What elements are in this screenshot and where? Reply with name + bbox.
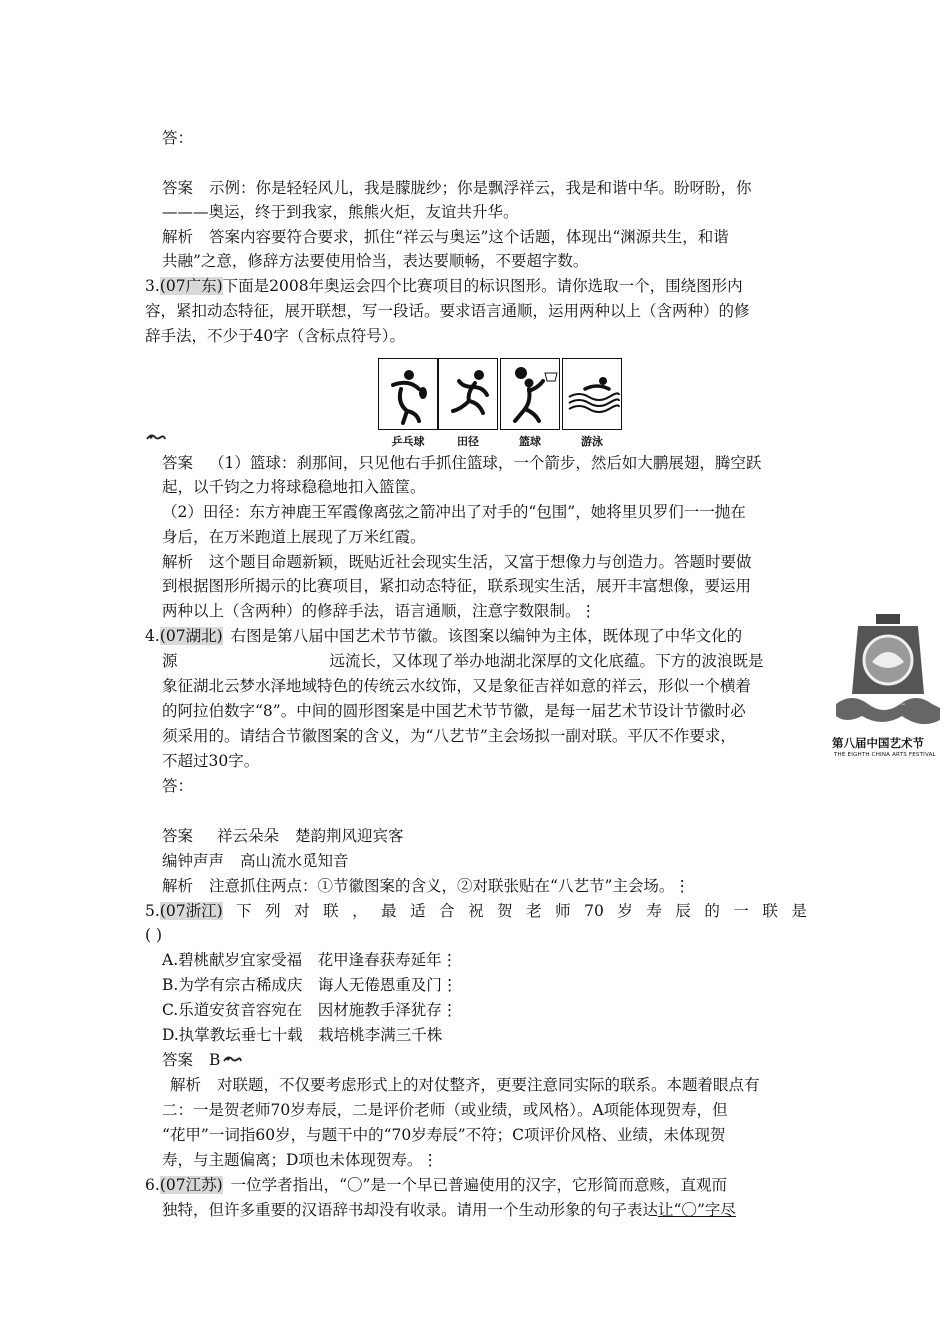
q5-char: 师 — [555, 902, 571, 920]
question-number-text: 5. — [145, 902, 160, 920]
source-tag: (07浙江) — [159, 902, 223, 920]
q5-char: 最 — [381, 902, 397, 920]
analysis-label: 解析 — [170, 1076, 202, 1094]
source-tag: (07广东) — [159, 277, 223, 295]
q5-char: 贺 — [497, 902, 513, 920]
analysis-text: 对联题，不仅要考虑形式上的对仗整齐，更要注意同实际的联系。本题着眼点有 — [217, 1076, 760, 1094]
analysis-line — [162, 551, 752, 573]
arts-festival-emblem — [832, 612, 944, 762]
emblem-caption-cn: 第八届中国艺术节 — [832, 736, 924, 750]
analysis-text-cont: 两种以上（含两种）的修辞手法，语言通顺，注意字数限制。⋮ — [162, 602, 597, 620]
q5-char: 是 — [791, 902, 807, 920]
q5-char: 下 — [236, 902, 252, 920]
question-text-cont — [162, 1199, 736, 1221]
answer-text: 示例：你是轻轻风儿，我是朦胧纱；你是飘浮祥云，我是和谐中华。盼呀盼，你 — [209, 179, 752, 197]
question-4 — [145, 625, 742, 647]
q5-char: 对 — [294, 902, 310, 920]
analysis-text: 这个题目命题新颖，既贴近社会现实生活，又富于想像力与创造力。答题时要做 — [209, 553, 752, 571]
underlined-text: 让“〇”字尽 — [658, 1201, 736, 1219]
answer-parens: ( ) — [145, 926, 163, 944]
answer-line — [162, 825, 404, 847]
question-3 — [145, 275, 743, 297]
athletics-pictogram-icon — [439, 359, 499, 431]
q5-char: 列 — [265, 902, 281, 920]
question-number — [145, 900, 223, 922]
question-text-cont: 须采用的。请结合节徽图案的含义，为“八艺节”主会场拟一副对联。平仄不作要求， — [162, 727, 736, 745]
pictogram-box — [378, 358, 438, 430]
watermark-glyph-icon — [222, 1053, 242, 1065]
couplet-row — [162, 850, 349, 872]
answer-line — [162, 1049, 220, 1071]
question-number: 3. — [145, 277, 160, 295]
question-6 — [145, 1174, 727, 1196]
question-number: 4. — [145, 627, 160, 645]
couplet-line: 编钟声声 — [162, 852, 225, 870]
answer-label: 答案 — [162, 1051, 194, 1069]
answer-text-cont: 起，以千钧之力将球稳稳地扣入篮筐。 — [162, 478, 426, 496]
pictogram-caption: 田径 — [457, 435, 479, 448]
pictogram-caption: 乒乓球 — [391, 435, 425, 448]
answer-line — [162, 452, 761, 474]
analysis-label: 解析 — [162, 553, 194, 571]
swimming-pictogram-icon — [563, 359, 623, 431]
question-text-cont: 容，紧扣动态特征，展开联想，写一段话。要求语言通顺，运用两种以上（含两种）的修 — [145, 302, 750, 320]
analysis-line — [162, 226, 729, 248]
emblem-year: 2007·湖北 — [870, 698, 906, 706]
option-b: B.为学有宗古稀成庆 诲人无倦恩重及门⋮ — [162, 976, 458, 994]
q5-char: 70 — [584, 902, 604, 920]
answer-text-cont: 身后，在万米跑道上展现了万米红霞。 — [162, 528, 426, 546]
q5-char: 祝 — [468, 902, 484, 920]
analysis-line — [162, 875, 690, 897]
watermark-glyph-icon — [145, 431, 167, 443]
olympic-pictograms — [378, 358, 622, 452]
answer-prompt: 答： — [162, 129, 194, 147]
question-text-cont: 辞手法，不少于40字（含标点符号）。 — [145, 327, 405, 345]
answer-text: （1）篮球：刹那间，只见他右手抓住篮球，一个箭步，然后如大鹏展翅，腾空跃 — [209, 454, 762, 472]
pictogram-caption: 篮球 — [519, 435, 541, 448]
bell-emblem-icon — [832, 612, 944, 734]
text-fragment: 源 — [162, 652, 178, 670]
question-text: 一位学者指出，“〇”是一个早已普遍使用的汉字，它形简而意赅，直观而 — [230, 1176, 727, 1194]
analysis-text: 注意抓住两点：①节徽图案的含义，②对联张贴在“八艺节”主会场。⋮ — [209, 877, 690, 895]
answer-line — [162, 177, 752, 199]
analysis-label: 解析 — [162, 228, 194, 246]
question-text: 右图是第八届中国艺术节节徽。该图案以编钟为主体，既体现了中华文化的 — [230, 627, 743, 645]
question-number: 6. — [145, 1176, 160, 1194]
analysis-line — [170, 1074, 760, 1096]
q5-char: 岁 — [617, 902, 633, 920]
question-text-cont: 的阿拉伯数字“8”。中间的圆形图案是中国艺术节节徽，是每一届艺术节设计节徽时必 — [162, 702, 746, 720]
couplet-line: 楚韵荆风迎宾客 — [295, 827, 404, 845]
answer-label: 答案 — [162, 454, 194, 472]
analysis-text-cont: 到根据图形所揭示的比赛项目，紧扣动态特征，联系现实生活，展开丰富想像，要运用 — [162, 577, 752, 595]
q5-char: 一 — [733, 902, 749, 920]
q5-char: 寿 — [646, 902, 662, 920]
answer-label: 答案 — [162, 827, 194, 845]
q5-char: 老 — [526, 902, 542, 920]
q5-char: 联 — [762, 902, 778, 920]
answer-prompt: 答： — [162, 777, 194, 795]
answer-choice: B — [209, 1051, 221, 1069]
couplet-line: 祥云朵朵 — [217, 827, 280, 845]
source-tag: (07湖北) — [159, 627, 223, 645]
question-text-cont — [162, 650, 764, 672]
emblem-caption-en: THE EIGHTH CHINA ARTS FESTIVAL — [834, 752, 936, 758]
analysis-label: 解析 — [162, 877, 194, 895]
analysis-text-cont: 二：一是贺老师70岁寿辰，二是评价老师（或业绩，或风格）。A项能体现贺寿，但 — [162, 1101, 728, 1119]
option-a: A.碧桃献岁宜家受福 花甲逢春获寿延年⋮ — [162, 951, 458, 969]
option-c: C.乐道安贫音容宛在 因材施教手泽犹存⋮ — [162, 1001, 458, 1019]
q5-char: 的 — [704, 902, 720, 920]
q5-char: ， — [352, 902, 368, 920]
answer-text-cont: ———奥运，终于到我家，熊熊火炬，友谊共升华。 — [162, 203, 519, 221]
table-tennis-pictogram-icon — [379, 359, 439, 431]
basketball-pictogram-icon — [501, 359, 561, 431]
text-fragment: 独特，但许多重要的汉语辞书却没有收录。请用一个生动形象的句子表达 — [162, 1201, 659, 1219]
analysis-text: 答案内容要符合要求，抓住“祥云与奥运”这个话题，体现出“渊源共生，和谐 — [209, 228, 729, 246]
q5-char: 合 — [439, 902, 455, 920]
pictogram-box — [562, 358, 622, 430]
question-5 — [145, 900, 807, 922]
answer-label: 答案 — [162, 179, 194, 197]
option-d: D.执掌教坛垂七十载 栽培桃李满三千株 — [162, 1026, 443, 1044]
answer-text-cont: （2）田径：东方神鹿王军霞像离弦之箭冲出了对手的“包围”，她将里贝罗们一一抛在 — [162, 503, 746, 521]
source-tag: (07江苏) — [159, 1176, 223, 1194]
analysis-text-cont: 共融”之意，修辞方法要使用恰当，表达要顺畅，不要超字数。 — [162, 252, 589, 270]
question-text-cont: 象征湖北云梦水泽地域特色的传统云水纹饰，又是象征吉祥如意的祥云，形似一个横着 — [162, 677, 752, 695]
couplet-line: 高山流水觅知音 — [240, 852, 349, 870]
question-text-cont: 不超过30字。 — [162, 752, 260, 770]
analysis-text-cont: 寿，与主题偏离；D项也未体现贺寿。⋮ — [162, 1151, 438, 1169]
pictogram-box — [438, 358, 498, 430]
pictogram-box — [500, 358, 560, 430]
pictogram-caption: 游泳 — [581, 435, 603, 448]
text-fragment: 远流长，又体现了举办地湖北深厚的文化底蕴。下方的波浪既是 — [329, 652, 764, 670]
q5-char: 联 — [323, 902, 339, 920]
analysis-text-cont: “花甲”一词指60岁，与题干中的“70岁寿辰”不符；C项评价风格、业绩，未体现贺 — [162, 1126, 726, 1144]
question-text: 下面是2008年奥运会四个比赛项目的标识图形。请你选取一个，围绕图形内 — [222, 277, 743, 295]
q5-char: 辰 — [675, 902, 691, 920]
q5-char: 适 — [410, 902, 426, 920]
